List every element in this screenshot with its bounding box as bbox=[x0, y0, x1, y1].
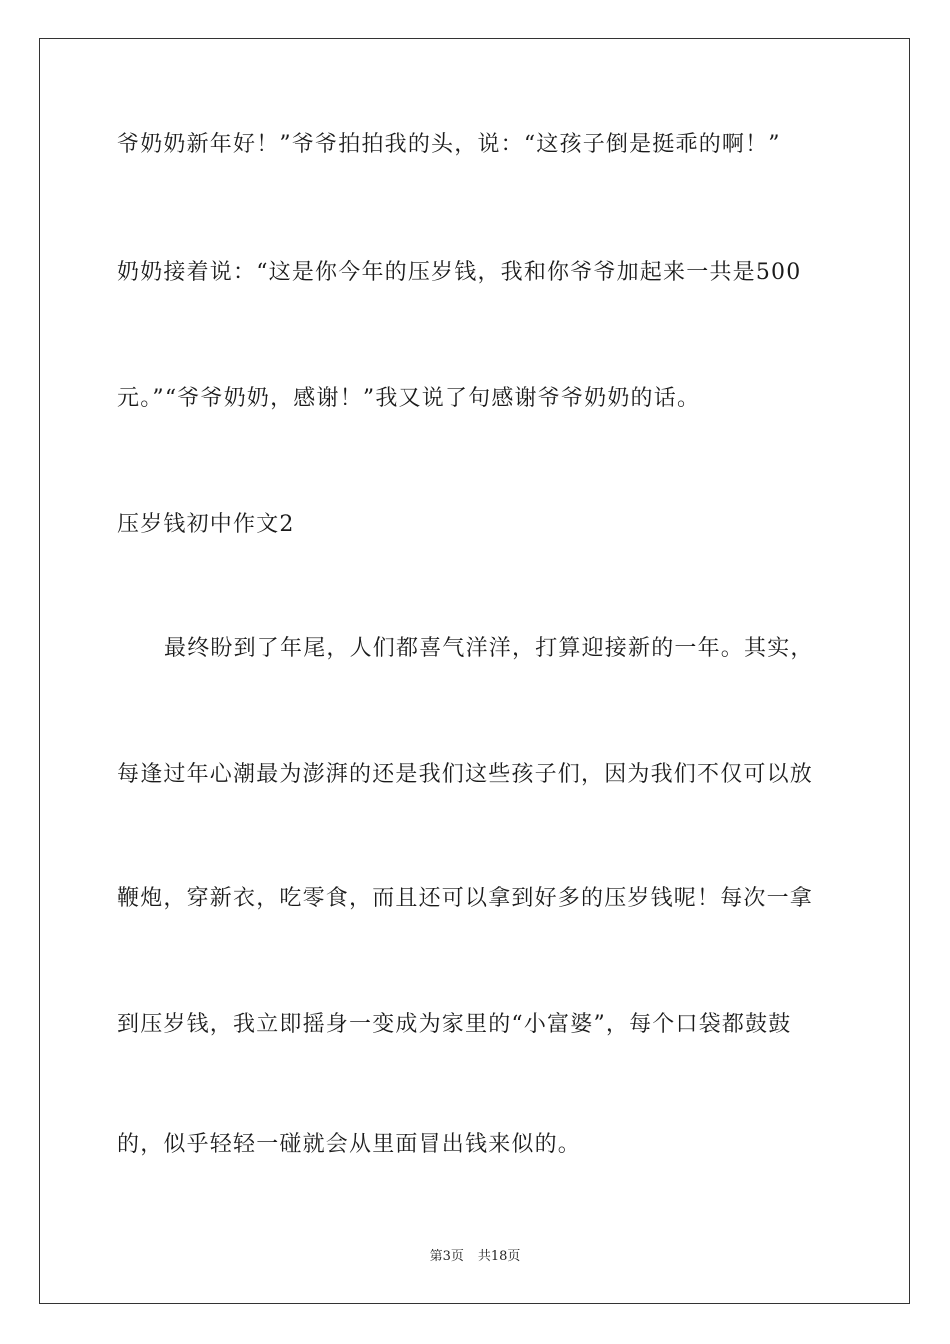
text-line: 每逢过年心潮最为澎湃的还是我们这些孩子们，因为我们不仅可以放 bbox=[117, 762, 814, 787]
page-number: 第3页 bbox=[429, 1249, 464, 1264]
text-line: 到压岁钱，我立即摇身一变成为家里的“小富婆”，每个口袋都鼓鼓 bbox=[117, 1012, 792, 1037]
paragraph-first-line: 最终盼到了年尾，人们都喜气洋洋，打算迎接新的一年。其实， bbox=[164, 636, 814, 661]
text-line: 爷奶奶新年好！”爷爷拍拍我的头，说：“这孩子倒是挺乖的啊！” bbox=[117, 132, 781, 157]
text-line: 鞭炮，穿新衣，吃零食，而且还可以拿到好多的压岁钱呢！每次一拿 bbox=[117, 886, 814, 911]
text-line: 元。”“爷爷奶奶，感谢！”我又说了句感谢爷爷奶奶的话。 bbox=[117, 386, 701, 411]
page-footer bbox=[0, 1248, 950, 1266]
page-total: 共18页 bbox=[477, 1249, 521, 1264]
text-line: 的，似乎轻轻一碰就会从里面冒出钱来似的。 bbox=[117, 1132, 582, 1157]
section-heading: 压岁钱初中作文2 bbox=[117, 512, 295, 537]
text-line: 奶奶接着说：“这是你今年的压岁钱，我和你爷爷加起来一共是500 bbox=[117, 260, 802, 285]
page-frame bbox=[39, 38, 910, 1304]
